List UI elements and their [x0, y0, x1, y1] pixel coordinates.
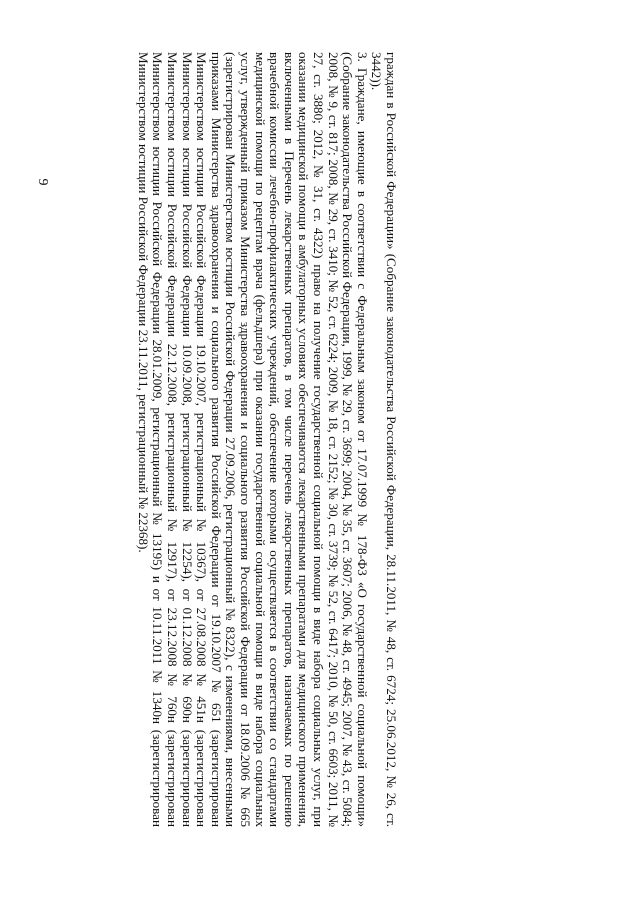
document-text-block: [68, 52, 398, 827]
page-number: 9: [35, 178, 50, 186]
paragraph-item-3: 3. Граждане, имеющие в соответствии с Федеральным законом от 17.07.1999 № 178-ФЗ «О государственной социальной помощи» (Собрание законодательства Российской Федерации, 1999, № 29, ст. 3699; 2004, № 35, ст. 3607; 2006, № 48, ст. 4945; 2007, № 43, ст. 5084; 2008, № 9, ст. 817; 2008, № 29, ст. 3410; № 52, ст. 6224; 2009, № 18, ст. 2152; № 30, ст. 3739; № 52, ст. 6417; 2010, № 50, ст. 6603; 2011, № 27, ст. 3880; 2012, № 31, ст. 4322) право на получение государственной социальной помощи в виде набора социальных услуг, при оказании медицинской помощи в амбулаторных условиях обеспечиваются лекарственными препаратами для медицинского применения, включенными в Перечень лекарственных препаратов, в том числе перечень лекарственных препаратов, назначаемых по решению врачебной комиссии лечебно-профилактических учреждений, обеспечение которыми осуществляется в соответствии со стандартами медицинской помощи по рецептам врача (фельдшера) при оказании государственной социальной помощи в виде набора социальных услуг, утвержденный приказом Министерства здравоохранения и социального развития Российской Федерации от 18.09.2006 № 665 (зарегистрирован Министерством юстиции Российской Федерации 27.09.2006, регистрационный № 8322), с изменениями, внесенными приказами Министерства здравоохранения и социального развития Российской Федерации от 19.10.2007 № 651 (зарегистрирован Министерством юстиции Российской Федерации 19.10.2007, регистрационный № 10367), от 27.08.2008 № 451н (зарегистрирован Министерством юстиции Российской Федерации 10.09.2008, регистрационный № 12254), от 01.12.2008 № 690н (зарегистрирован Министерством юстиции Российской Федерации 22.12.2008, регистрационный № 12917), от 23.12.2008 № 760н (зарегистрирован Министерством юстиции Российской Федерации 28.01.2009, регистрационный № 13195) и от 10.11.2011 № 1340н (зарегистрирован Министерством юстиции Российской Федерации 23.11.2011, регистрационный № 22368).: [135, 52, 370, 827]
paragraph-continuation: граждан в Российской Федерации» (Собрание законодательства Российской Федерации, 28.11.2011, № 48, ст. 6724; 25.06.2012, № 26, ст. 3442)).: [369, 52, 399, 827]
